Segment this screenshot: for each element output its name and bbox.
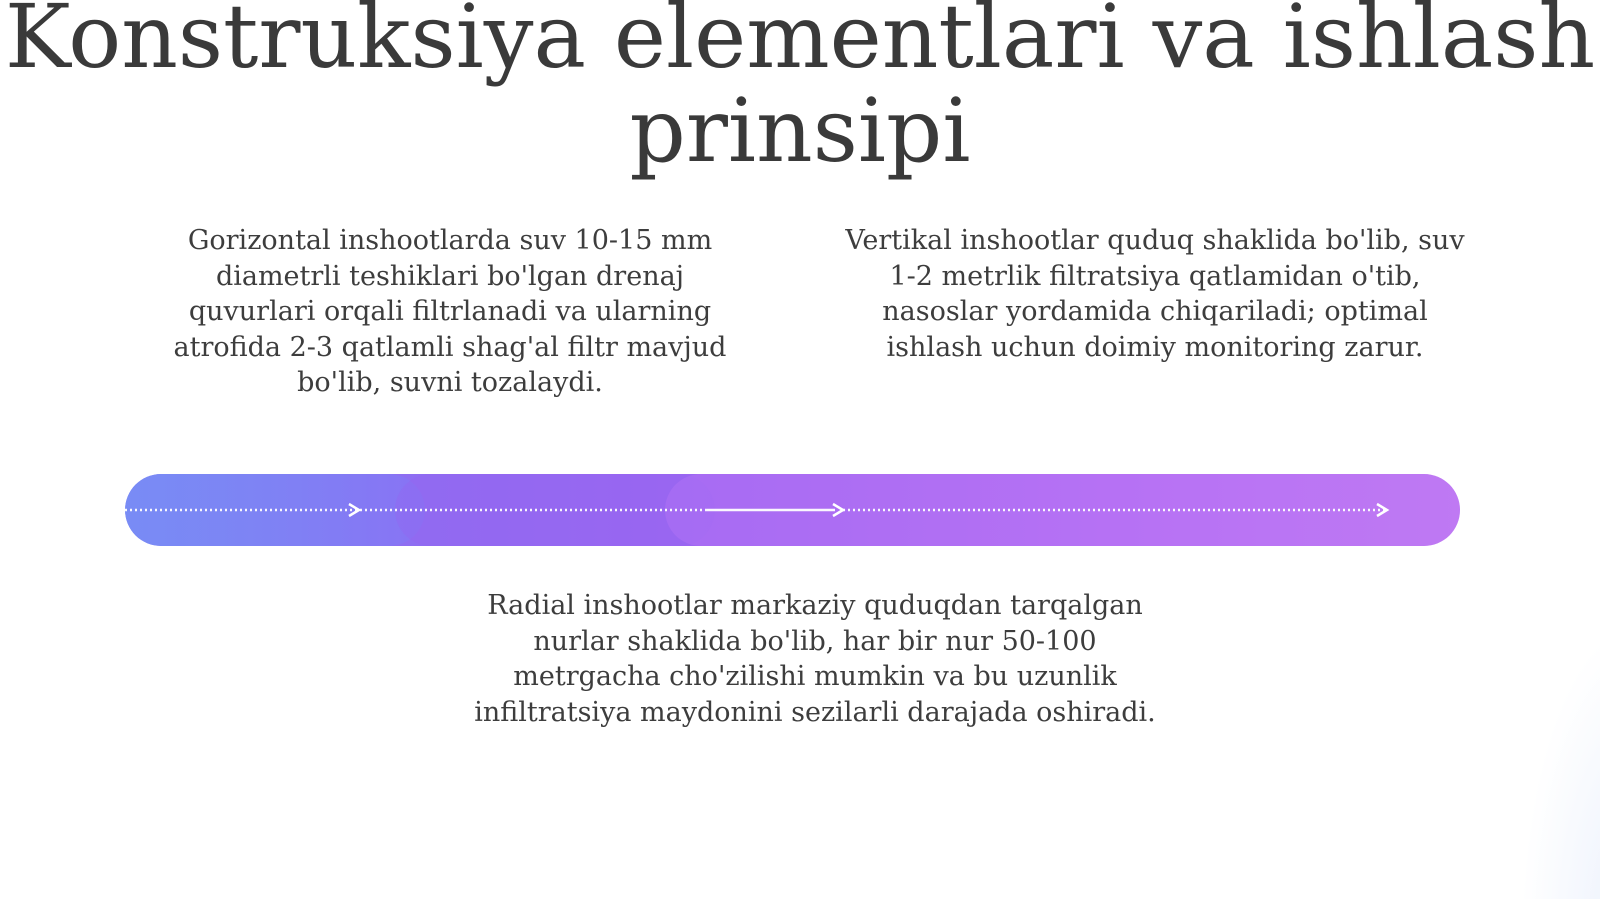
timeline-arrows [125,474,1460,546]
paragraph-radial: Radial inshootlar markaziy quduqdan tarqalgan nurlar shaklida bo'lib, har bir nur 50-100 metrgacha cho'zilishi mumkin va bu uzunlik infiltratsiya maydonini sezilarli darajada oshiradi. [474,590,1156,728]
corner-decoration [1520,619,1600,899]
slide-title: Konstruksiya elementlari va ishlash prinsipi [4,0,1596,182]
paragraph-vertical: Vertikal inshootlar quduq shaklida bo'lib, suv 1-2 metrlik filtratsiya qatlamidan o'tib, nasoslar yordamida chiqariladi; optimal ishlash uchun doimiy monitoring zarur. [845,225,1465,363]
timeline-bar [125,474,1460,546]
paragraph-horizontal: Gorizontal inshootlarda suv 10-15 mm diametrli teshiklari bo'lgan drenaj quvurlari orqali filtrlanadi va ularning atrofida 2-3 qatlamli shag'al filtr mavjud bo'lib, suvni tozalaydi. [173,225,727,398]
